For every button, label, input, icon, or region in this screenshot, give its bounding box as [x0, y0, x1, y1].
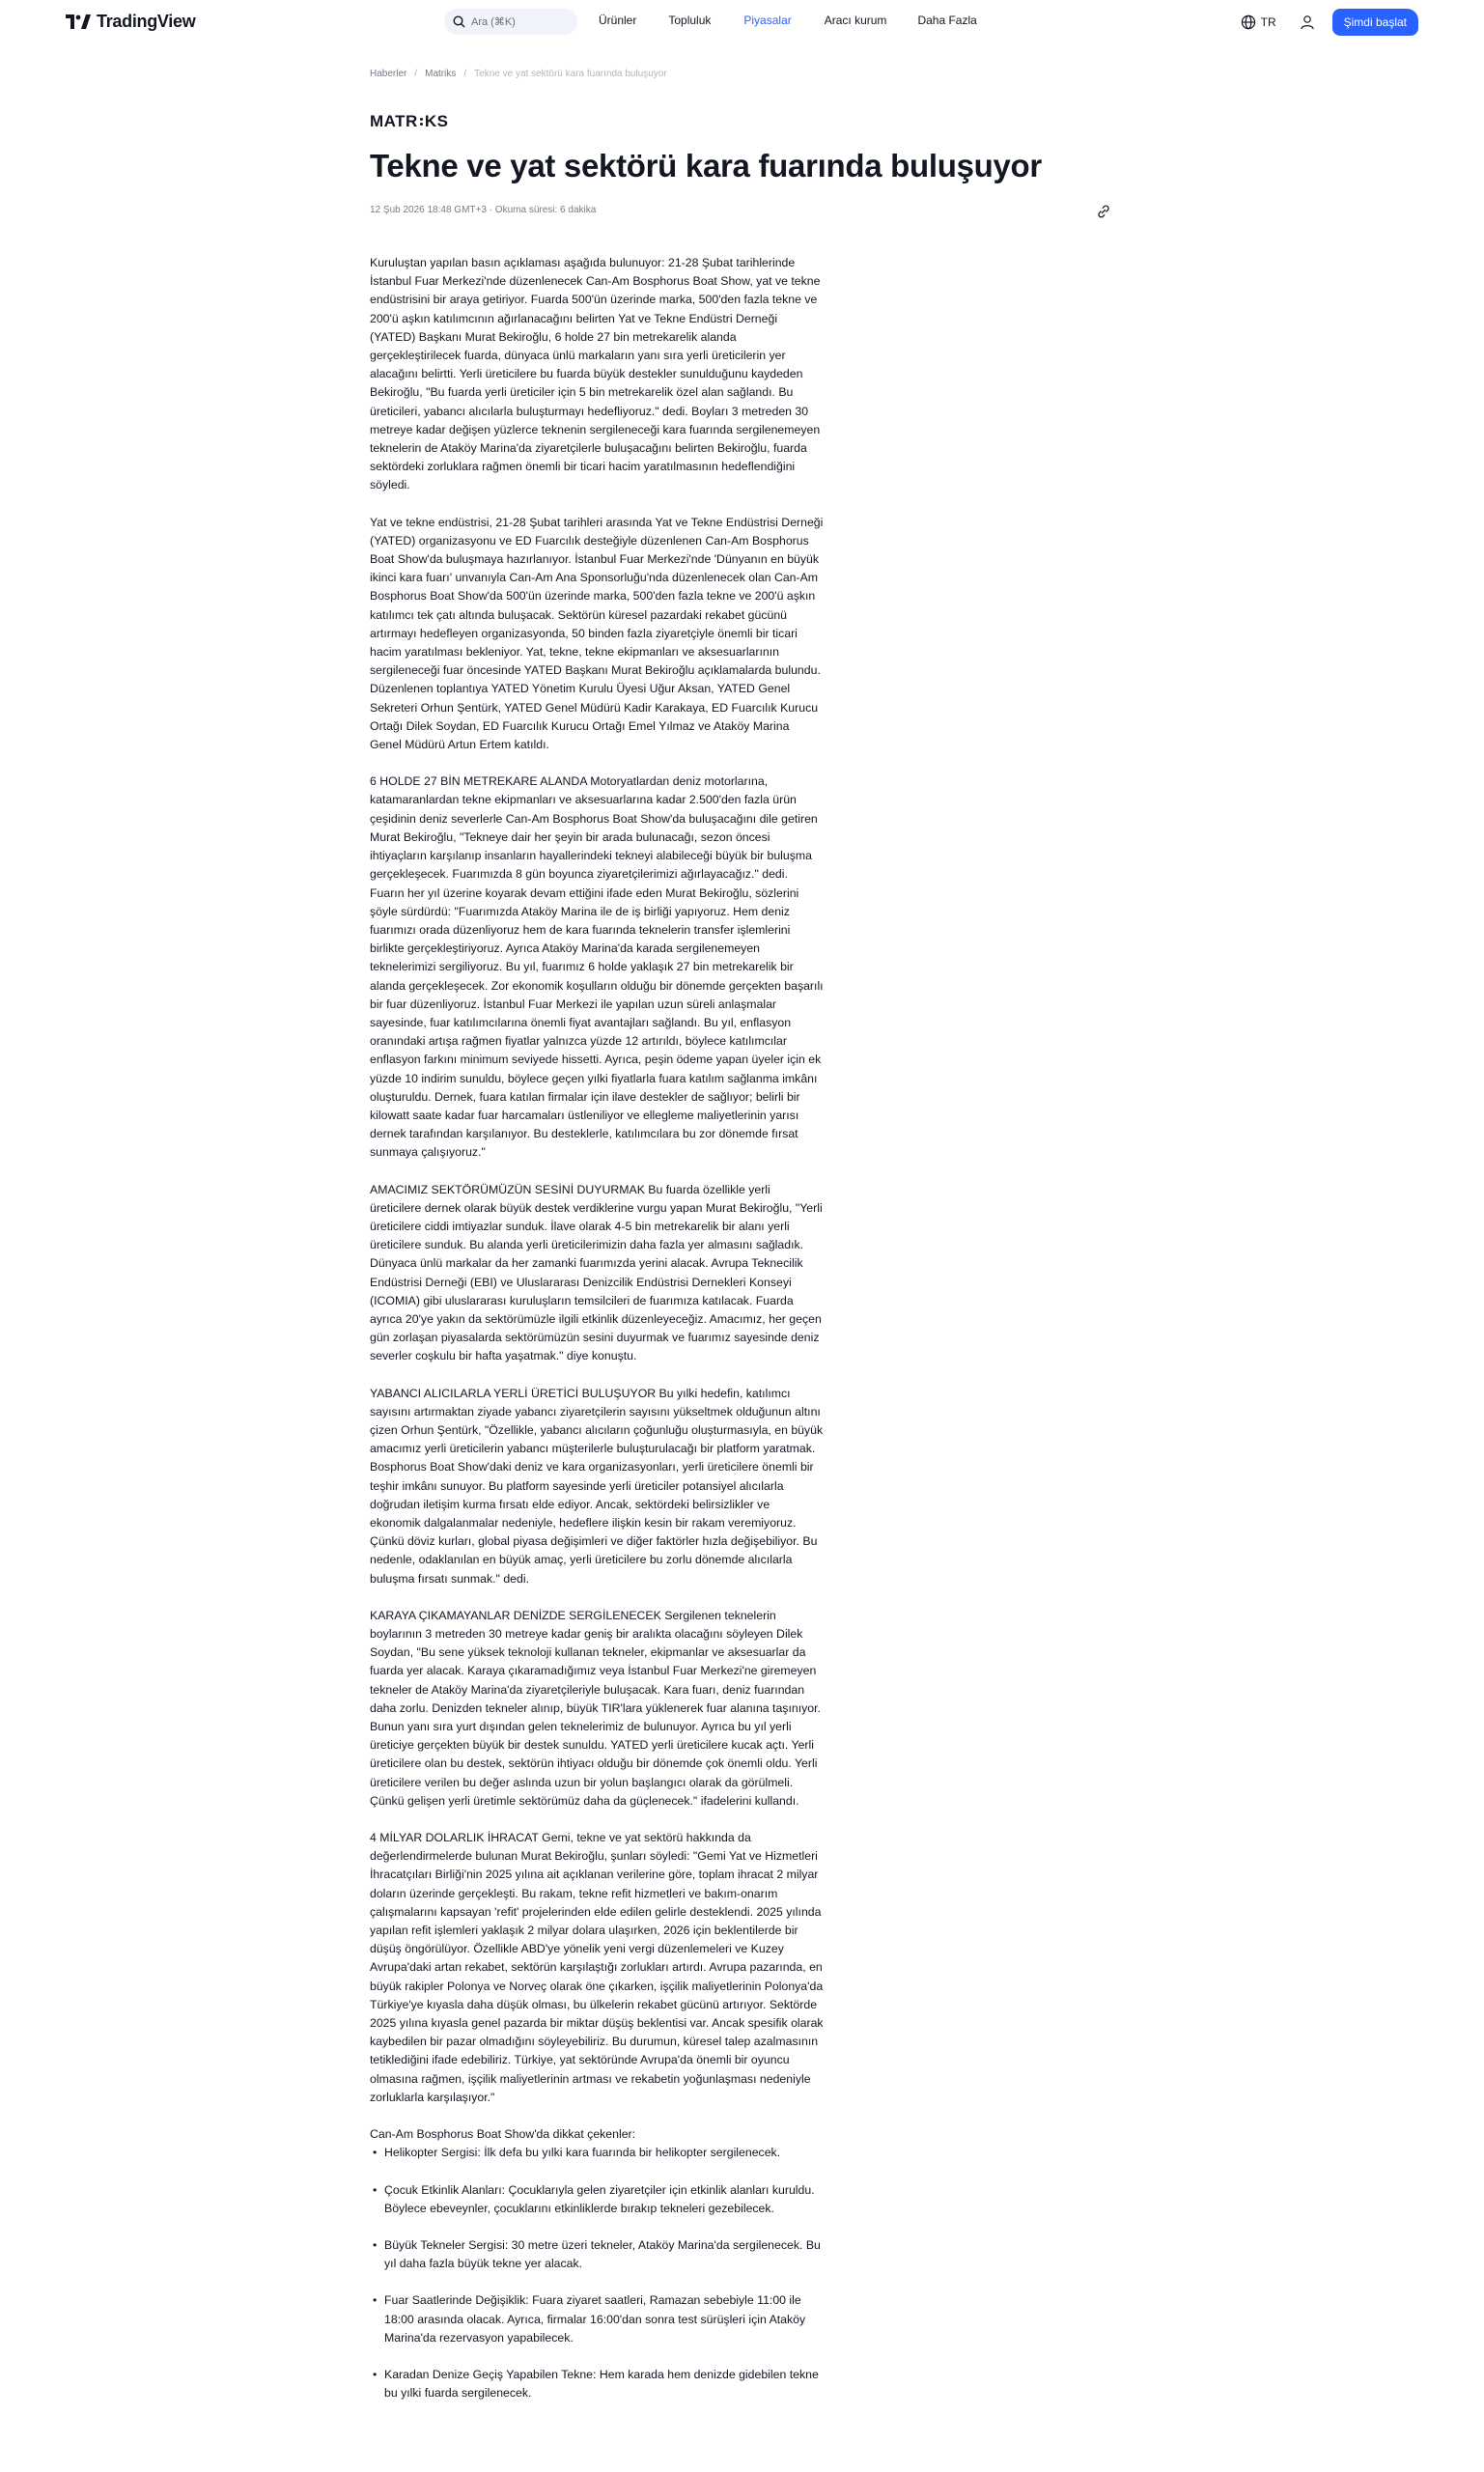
article-body [370, 254, 824, 2421]
article-meta: 12 Şub 2026 18:48 GMT+3 · Okuma süresi: 6 dakika [370, 205, 597, 215]
breadcrumb-separator: / [463, 69, 467, 79]
search-input[interactable] [444, 9, 577, 35]
nav-item-more[interactable]: Daha Fazla [917, 14, 977, 27]
source-logo-left: MATR [370, 112, 418, 130]
link-icon [1096, 204, 1111, 219]
article-paragraph: Yat ve tekne endüstrisi, 21-28 Şubat tarihleri arasında Yat ve Tekne Endüstrisi Derneği (YATED) organizasyonu ve ED Fuarcılık desteğiyle düzenlenen Can-Am Bosphorus Boat Show'da buluşmaya hazırlanıyor. İstanbul Fuar Merkezi'nde 'Dünyanın en büyük ikinci kara fuarı' unvanıyla Can-Am Ana Sponsorluğu'nda düzenlenecek olan Can-Am Bosphorus Boat Show'da 500'ün üzerinde marka, 500'den fazla tekne ve 200'ü aşkın katılımcı tek çatı altında buluşacak. Sektörün küresel pazardaki rekabet gücünü artırmayı hedefleyen organizasyonda, 50 binden fazla ziyaretçiyle önemli bir ticari hacim yaratılması bekleniyor. Yat, tekne, tekne ekipmanları ve aksesuarlarının sergileneceği fuar öncesinde YATED Başkanı Murat Bekiroğlu açıklamalarda bulundu. Düzenlenen toplantıya YATED Yönetim Kurulu Üyesi Uğur Aksan, YATED Genel Sekreteri Orhun Şentürk, YATED Genel Müdürü Kadir Karakaya, ED Fuarcılık Kurucu Ortağı Dilek Soydan, ED Fuarcılık Kurucu Ortağı Emel Yılmaz ve Ataköy Marina Genel Müdürü Artun Ertem katıldı. [370, 515, 824, 752]
header-right-controls [1241, 9, 1418, 36]
list-item: • Büyük Tekneler Sergisi: 30 metre üzeri tekneler, Ataköy Marina'da sergilenecek. Bu yıl daha fazla büyük tekne yer alacak. [370, 2236, 824, 2273]
language-button[interactable] [1241, 14, 1276, 30]
article-paragraph: AMACIMIZ SEKTÖRÜMÜZÜN SESİNİ DUYURMAK Bu fuarda özellikle yerli üreticilere dernek olarak büyük destek verdiklerine vurgu yapan Murat Bekiroğlu, "Yerli üreticilere ciddi imtiyazlar sunduk. İlave olarak 4-5 bin metrekarelik bir alanı yerli üreticilere sunduk. Bu alanda yerli üreticilerimizin daha fazla yer almasını sağladık. Dünyaca ünlü markalar da her zamanki fuarımızda yerini alacak. Avrupa Teknecilik Endüstrisi Derneği (EBI) ve Uluslararası Denizcilik Endüstrisi Dernekleri Konseyi (ICOMIA) gibi uluslararası kuruluşların temsilcileri de fuarımıza katılacak. Fuarda ayrıca 20'ye yakın da sektörümüzle ilgili etkinlik düzenleyeceğiz. Amacımız, her geçen gün zorlaşan piyasalarda sektörümüzün sesini duyurmak ve fuarımız sayesinde deniz severler coşkulu bir hafta yaşatmak." diye konuştu. [370, 1182, 823, 1363]
source-logo-right: KS [424, 112, 449, 130]
article-paragraph: YABANCI ALICILARLA YERLİ ÜRETİCİ BULUŞUYOR Bu yılki hedefin, katılımcı sayısını artırmaktan ziyade yabancı ziyaretçilerin sayısını yükseltmek olduğunun altını çizen Orhun Şentürk, "Özellikle, yabancı alıcıların çoğunluğu oluşturmasıyla, en büyük amacımız yerli üreticilerin yabancı müşterilerle buluşturulacağı bir platform yaratmak. Bosphorus Boat Show'daki deniz ve kara organizasyonları, yerli üreticilere önemli bir teşhir imkânı sunuyor. Bu platform sayesinde yerli üreticiler potansiyel alıcılarla doğrudan iletişim kurma fırsatı elde ediyor. Ancak, sektördeki belirsizlikler ve ekonomik dalgalanmalar nedeniyle, hedeflere ilişkin kesin bir rakam veremiyoruz. Çünkü döviz kurları, global piyasa değişimleri ve diğer faktörler hızla değişebiliyor. Bu nedenle, odaklanılan en büyük amaç, yerli üreticilere bu zorlu dönemde alıcılarla buluşma fırsatı sunmak." dedi. [370, 1386, 824, 1586]
nav-item-products[interactable]: Ürünler [599, 14, 637, 27]
main-nav [599, 14, 1009, 27]
top-header [0, 0, 1484, 44]
article-paragraph: Kuruluştan yapılan basın açıklaması aşağıda bulunuyor: 21-28 Şubat tarihlerinde İstanbul Fuar Merkezi'nde düzenlenecek Can-Am Bosphorus Boat Show, yat ve tekne endüstrisini bir araya getiriyor. Fuarda 500'ün üzerinde marka, 500'den fazla tekne ve 200'ü aşkın katılımcının ağırlanacağını belirten Yat ve Tekne Endüstri Derneği (YATED) Başkanı Murat Bekiroğlu, 6 holde 27 bin metrekarelik alanda gerçekleştirilecek fuarda, dünyaca ünlü markaların yanı sıra yerli üreticilerin yer alacağını belirtti. Yerli üreticilere bu fuarda büyük destekler sunulduğunu kaydeden Bekiroğlu, "Bu fuarda yerli üreticiler için 5 bin metrekarelik özel alan sağlandı. Bu üreticileri, yabancı alıcılarla buluşturmayı hedefliyoruz." dedi. Boyları 3 metreden 30 metreye kadar değişen yüzlerce teknenin sergileneceği kara fuarında sergilenemeyen teknelerin de Ataköy Marina'da ziyaretçilerle buluşacağını belirten Bekiroğlu, fuarda sektördeki zorluklara rağmen önemli bir ticari hacim yaratılmasının hedeflendiğini söyledi. [370, 256, 821, 492]
breadcrumb-news[interactable]: Haberler [370, 69, 407, 79]
nav-item-brokers[interactable]: Aracı kurum [824, 14, 887, 27]
article-paragraph: KARAYA ÇIKAMAYANLAR DENİZDE SERGİLENECEK Sergilenen teknelerin boylarının 3 metreden 30 metreye kadar geniş bir aralıkta olacağını söyleyen Dilek Soydan, "Bu sene yüksek teknoloji kullanan tekneler, ekipmanlar ve aksesuarlar da fuarda yer alacak. Karaya çıkaramadığımız veya İstanbul Fuar Merkezi'ne giremeyen tekneler de Ataköy Marina'da ziyaretçileriyle buluşacak. Kara fuarı, deniz fuarından daha zorlu. Denizden tekneler alınıp, büyük TIR'lara yüklenerek fuar alanına taşınıyor. Bunun yanı sıra yurt dışından gelen teknelerimiz de bulunuyor. Ayrıca bu yıl yerli üreticiye gerçekten büyük bir destek sunuldu. YATED yerli üreticilere kucak açtı. Yerli üreticilere olan bu destek, sektörün ihtiyacı olduğu bir dönemde çok önemli oldu. Yerli üreticilere verilen bu değer aslında uzun bir yolun başlangıcı olarak da görülmeli. Çünkü gelişen yerli üretimle sektörümüz daha da güçlenecek." ifadelerini kullandı. [370, 1608, 821, 1808]
tradingview-logo-icon [66, 14, 91, 29]
list-item: • Fuar Saatlerinde Değişiklik: Fuara ziyaret saatleri, Ramazan sebebiyle 11:00 ile 18:00 arasında olacak. Ayrıca, firmalar 16:00'dan sonra test sürüşleri için Ataköy Marina'da rezervasyon yapabilecek. [370, 2291, 824, 2347]
copy-link-button[interactable] [1091, 199, 1116, 224]
user-menu-button[interactable] [1300, 14, 1315, 30]
search-placeholder: Ara (⌘K) [471, 16, 516, 28]
get-started-button[interactable]: Şimdi başlat [1332, 9, 1418, 36]
highlights-title: Can-Am Bosphorus Boat Show'da dikkat çekenler: [370, 2127, 636, 2142]
list-item: • Karadan Denize Geçiş Yapabilen Tekne: Hem karada hem denizde gidebilen tekne bu yılki fuarda sergilenecek. [370, 2366, 824, 2402]
source-logo[interactable] [370, 112, 448, 131]
breadcrumb-source[interactable]: Matriks [425, 69, 457, 79]
breadcrumb [370, 69, 667, 79]
breadcrumb-current: Tekne ve yat sektörü kara fuarında buluşuyor [474, 69, 667, 79]
tradingview-logo[interactable] [66, 12, 195, 32]
nav-item-community[interactable]: Topluluk [668, 14, 712, 27]
list-item: • Helikopter Sergisi: İlk defa bu yılki kara fuarında bir helikopter sergilenecek. [370, 2144, 824, 2162]
nav-item-markets[interactable]: Piyasalar [743, 14, 792, 27]
language-label: TR [1260, 15, 1276, 29]
user-icon [1300, 14, 1315, 30]
globe-icon [1241, 14, 1256, 30]
article-paragraph: 6 HOLDE 27 BİN METREKARE ALANDA Motoryatlardan deniz motorlarına, katamaranlardan tekne ekipmanları ve aksesuarlarına kadar 2.500'den fazla ürün çeşidinin deniz severlerle Can-Am Bosphorus Boat Show'da buluşacağını dile getiren Murat Bekiroğlu, "Tekneye dair her şeyin bir arada bulunacağı, sezon öncesi ihtiyaçların karşılanıp insanların hayallerindeki tekneyi alabileceği büyük bir buluşma gerçekleşecek. Fuarımızda 8 gün boyunca ziyaretçilerimizi ağırlayacağız." dedi. Fuarın her yıl üzerine koyarak devam ettiğini ifade eden Murat Bekiroğlu, sözlerini şöyle sürdürdü: "Fuarımızda Ataköy Marina ile de iş birliği yapıyoruz. Hem deniz fuarımızı orada düzenliyoruz hem de kara fuarında teknelerin transfer işlemlerini birlikte gerçekleştiriyoruz. Ayrıca Ataköy Marina'da karada sergilenemeyen teknelerimizi sergiliyoruz. Bu yıl, fuarımız 6 holde yaklaşık 27 bin metrekarelik bir alanda gerçekleşecek. Zor ekonomik koşulların olduğu bir dönemde gerçekten başarılı bir fuar düzenliyoruz. İstanbul Fuar Merkezi ile yapılan uzun süreli anlaşmalar sayesinde, fuar katılımcılarına önemli fiyat avantajları sağlandı. Bu yıl, enflasyon oranındaki artışa rağmen fiyatlar yalnızca yüzde 12 artırıldı, böylece katılımcılar enflasyon farkını minimum seviyede hissetti. Ayrıca, peşin ödeme yapan üyeler için ek yüzde 10 indirim sunuldu, böylece geçen yılki fiyatlarla fuara katılım sağlanma imkânı oluşturuldu. Dernek, fuara katılan firmalar için ilave destekler de sağlıyor; belirli bir kilowatt saate kadar fuar harcamaları üstleniliyor ve ellegleme maliyetlerinin yarısı dernek tarafından karşılanıyor. Bu desteklerle, katılımcılara bu zor dönemde fırsat sunmaya çalışıyoruz." [370, 774, 824, 1160]
article-paragraph: 4 MİLYAR DOLARLIK İHRACAT Gemi, tekne ve yat sektörü hakkında da değerlendirmelerde bulunan Murat Bekiroğlu, şunları söyledi: "Gemi Yat ve Hizmetleri İhracatçıları Birliği'nin 2025 yılına ait açıklanan verilerine göre, toplam ihracat 2 milyar doların üzerinde gerçekleşti. Bu rakam, tekne refit hizmetleri ve bakım-onarım çalışmalarını kapsayan 'refit' projelerinden elde edilen gelirle desteklendi. 2025 yılında yapılan refit işlemleri yaklaşık 2 milyar dolara ulaşırken, 2026 için beklentilerde bir düşüş öngörülüyor. Özellikle ABD'ye yönelik yeni vergi düzenlemeleri ve Kuzey Avrupa'daki artan rekabet, sektörün karşılaştığı zorlukları artırdı. Avrupa pazarında, en büyük rakipler Polonya ve Norveç olarak öne çıkarken, işçilik maliyetlerinin Polonya'da Türkiye'ye kıyasla daha düşük olması, bu ülkelerin rekabet gücünü artırıyor. Sektörde 2025 yılına kıyasla genel pazarda bir miktar düşüş beklentisi var. Ancak spesifik olarak kaybedilen bir pazar olmadığını söyleyebiliriz. Bu durumun, küresel talep azalmasının tetiklediğini ifade edebiliriz. Türkiye, yat sektöründe Avrupa'da önemli bir oyuncu olmasına rağmen, işçilik maliyetlerinin artması ve rekabetin yoğunlaşması nedeniyle zorluklarla karşılaşıyor." [370, 1831, 824, 2104]
article-title: Tekne ve yat sektörü kara fuarında buluşuyor [370, 148, 1042, 183]
search-icon [453, 15, 465, 28]
list-item: • Çocuk Etkinlik Alanları: Çocuklarıyla gelen ziyaretçiler için etkinlik alanları kuruldu. Böylece ebeveynler, çocuklarını etkinliklerde bırakıp tekneleri gezebilecek. [370, 2181, 824, 2218]
highlights-list [370, 2144, 824, 2402]
source-logo-dots [420, 118, 423, 126]
breadcrumb-separator: / [414, 69, 418, 79]
logo-text: TradingView [97, 12, 196, 31]
